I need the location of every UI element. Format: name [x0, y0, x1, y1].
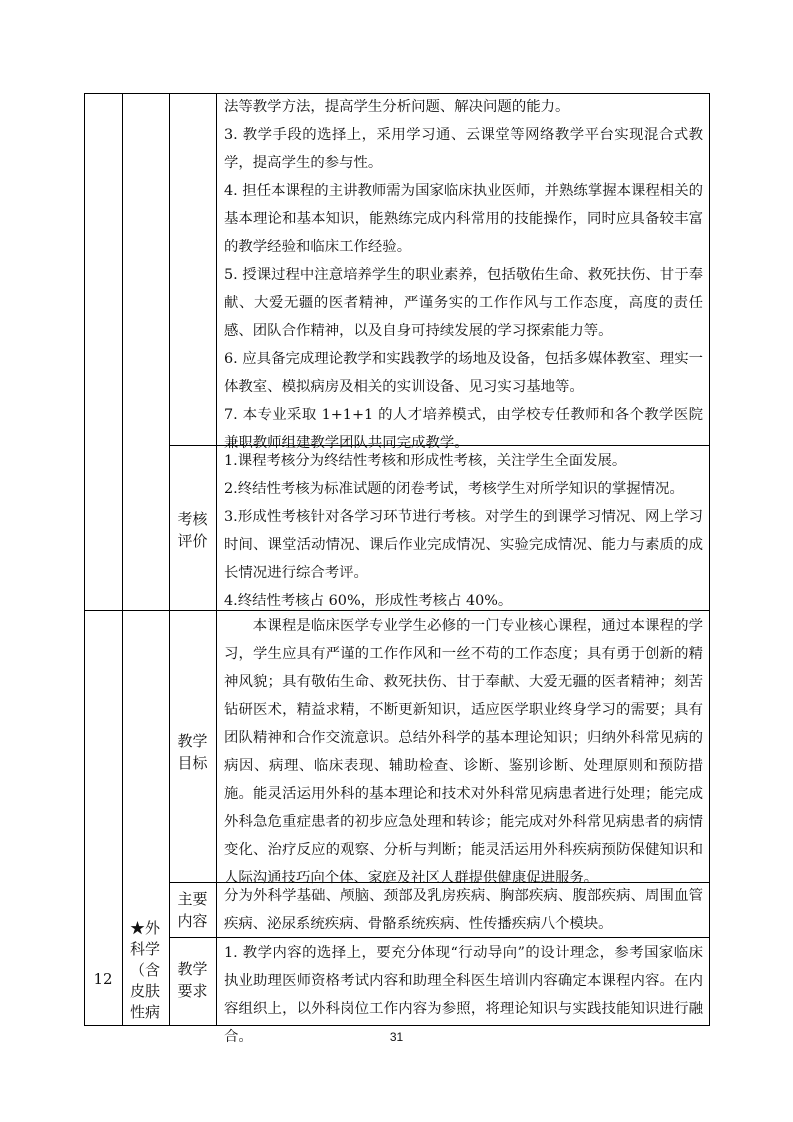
- table-col-divider-2: [169, 93, 170, 1026]
- teaching-requirements-cell: [224, 93, 703, 457]
- requirements-text: 1. 教学内容的选择上，要充分体现“行动导向”的设计理念，参考国家临床执业助理医师资格考试内容和助理全科医生培训内容确定本课程内容。在内容组织上，以外科岗位工作内容为参照，将理论知识与实践技能知识进行融合。: [224, 945, 703, 1045]
- table-col-divider-1: [122, 93, 123, 1026]
- table-border-right: [709, 93, 710, 1026]
- requirement-paragraph: 5. 授课过程中注意培养学生的职业素养，包括敬佑生命、救死扶伤、甘于奉献、大爱无疆的医者精神，严谨务实的工作作风与工作态度，高度的责任感、团队合作精神，以及自身可持续发展的学习探索能力等。: [224, 267, 703, 339]
- course-number: 12: [93, 970, 113, 988]
- requirement-paragraph: 3. 教学手段的选择上，采用学习通、云课堂等网络教学平台实现混合式教学，提高学生的参与性。: [224, 127, 703, 171]
- assessment-cell: [224, 447, 703, 615]
- assessment-paragraph: 2.终结性考核为标准试题的闭卷考试，考核学生对所学知识的掌握情况。: [224, 481, 684, 497]
- requirement-paragraph: 7. 本专业采取 1+1+1 的人才培养模式，由学校专任教师和各个教学医院兼职教师组建教学团队共同完成教学。: [224, 407, 703, 451]
- content-cell: [224, 882, 703, 938]
- table-col-divider-3: [216, 93, 217, 1026]
- goals-text: 本课程是临床医学专业学生必修的一门专业核心课程，通过本课程的学习，学生应具有严谨的工作作风和一丝不苟的工作态度；具有勇于创新的精神风貌；具有敬佑生命、救死扶伤、甘于奉献、大爱无疆的医者精神；刻苦钻研医术，精益求精，不断更新知识，适应医学职业终身学习的需要；具有团队精神和合作交流意识。总结外科学的基本理论知识；归纳外科常见病的病因、病理、临床表现、辅助检查、诊断、鉴别诊断、处理原则和预防措施。能灵活运用外科的基本理论和技术对外科常见病患者进行处理；能完成外科急危重症患者的初步应急处理和转诊；能完成对外科常见病患者的病情变化、治疗反应的观察、分析与判断；能灵活运用外科疾病预防保健知识和人际沟通技巧向个体、家庭及社区人群提供健康促进服务。: [224, 618, 703, 886]
- content-label: 主要 内容: [177, 890, 208, 930]
- goals-cell: [224, 612, 703, 892]
- table-border-left: [84, 93, 85, 1026]
- requirement-paragraph: 6. 应具备完成理论教学和实践教学的场地及设备，包括多媒体教室、理实一体教室、模拟病房及相关的实训设备、见习实习基地等。: [224, 351, 703, 395]
- course-name: ★外 科学 （含 皮肤 性病: [129, 919, 160, 1021]
- page-number: 31: [389, 1030, 404, 1044]
- assessment-paragraph: 3.形成性考核针对各学习环节进行考核。对学生的到课学习情况、网上学习时间、课堂活动情况、课后作业完成情况、实验完成情况、能力与素质的成长情况进行综合考评。: [224, 509, 703, 581]
- requirement-paragraph: 4. 担任本课程的主讲教师需为国家临床执业医师，并熟练掌握本课程相关的基本理论和基本知识，能熟练完成内科常用的技能操作，同时应具备较丰富的教学经验和临床工作经验。: [224, 183, 703, 255]
- assessment-paragraph: 4.终结性考核占 60%，形成性考核占 40%。: [224, 593, 513, 609]
- content-text: 分为外科学基础、颅脑、颈部及乳房疾病、胸部疾病、腹部疾病、周围血管疾病、泌尿系统疾病、骨骼系统疾病、性传播疾病八个模块。: [224, 888, 703, 932]
- requirement-paragraph: 法等教学方法，提高学生分析问题、解决问题的能力。: [224, 99, 570, 115]
- assessment-label: 考核 评价: [177, 510, 208, 550]
- goals-label: 教学 目标: [177, 732, 208, 772]
- assessment-paragraph: 1.课程考核分为终结性考核和形成性考核，关注学生全面发展。: [224, 453, 627, 469]
- requirements-label: 教学 要求: [177, 960, 208, 1000]
